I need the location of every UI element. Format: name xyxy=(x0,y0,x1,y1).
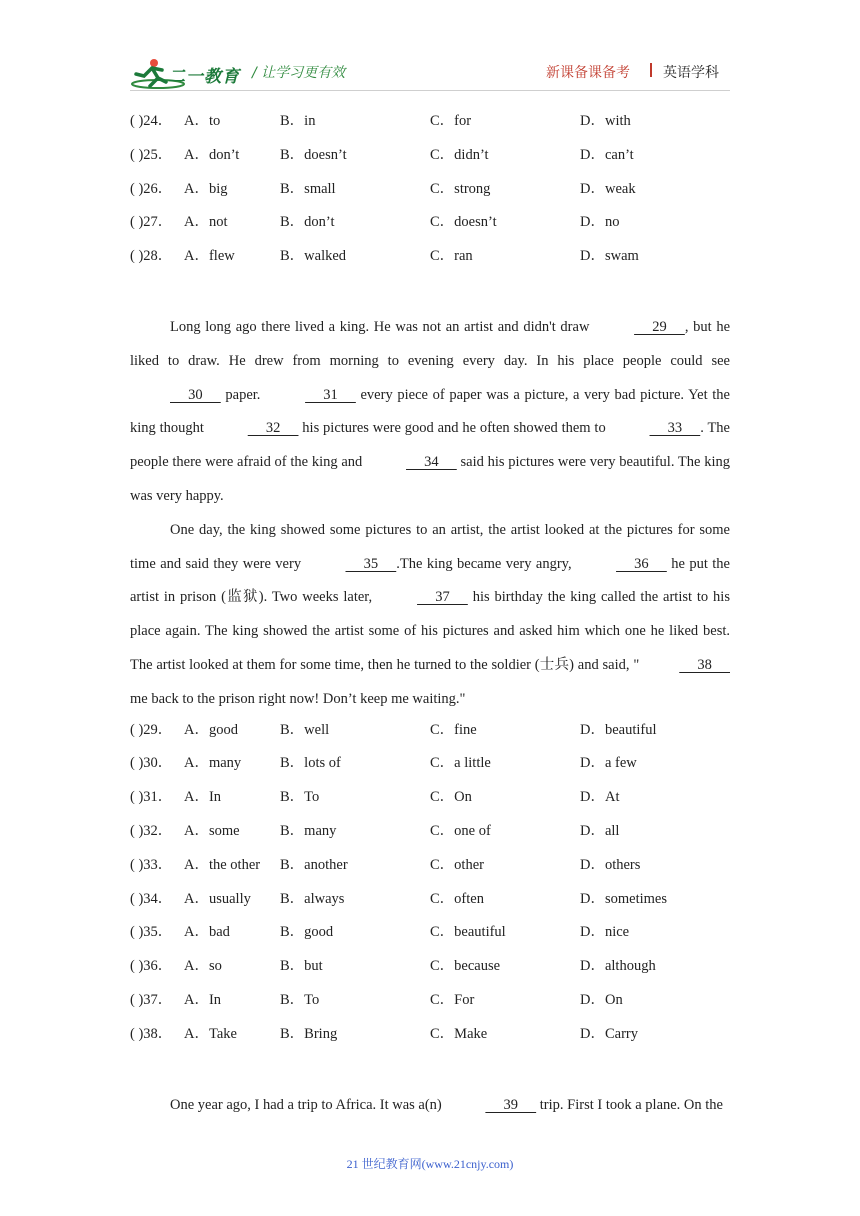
passage-paragraph xyxy=(130,514,730,717)
subject-left-label: 新课备课备考 xyxy=(546,65,630,81)
question-number: ( )25． xyxy=(130,146,173,163)
passage-text: he put the artist in prison (监狱). Two weeks later, xyxy=(130,555,730,606)
passage-text: me back to the prison right now! Don’t keep me waiting." xyxy=(130,690,466,707)
passage-paragraph xyxy=(130,1089,730,1123)
question-row xyxy=(130,784,730,818)
option-a: A．flew xyxy=(184,248,235,265)
option-a: A．many xyxy=(184,755,242,772)
option-a: A．so xyxy=(184,958,222,975)
passage-text: trip. First I took a plane. On the xyxy=(536,1096,723,1113)
page-footer: 21 世纪教育网(www.21cnjy.com) xyxy=(346,1157,514,1171)
option-a: A．bad xyxy=(184,924,230,941)
passage-text: every piece of paper was a picture, a very bad picture. Yet the king thought xyxy=(130,386,730,437)
option-c: C．doesn’t xyxy=(430,214,497,231)
question-row xyxy=(130,142,730,176)
passage-text: , but he liked to draw. He drew from morning to evening every day. In his place people could see xyxy=(130,318,731,369)
option-a: A．In xyxy=(184,789,222,806)
answer-blank: 36 xyxy=(616,555,667,572)
question-row xyxy=(130,818,730,852)
page-header xyxy=(0,0,860,100)
option-b: B．always xyxy=(280,890,345,907)
question-number: ( )36． xyxy=(130,958,173,975)
option-a: A．Take xyxy=(184,1025,237,1042)
header-separator xyxy=(650,63,652,77)
question-number: ( )34． xyxy=(130,890,173,907)
logo-text: 二一教育 xyxy=(168,67,240,87)
option-b: B．lots of xyxy=(280,755,341,772)
question-row xyxy=(130,750,730,784)
option-b: B．many xyxy=(280,822,337,839)
option-c: C．because xyxy=(430,958,501,975)
question-row xyxy=(130,852,730,886)
subject-right-label: 英语学科 xyxy=(663,65,719,81)
answer-blank: 29 xyxy=(634,318,685,335)
question-number: ( )38． xyxy=(130,1025,173,1042)
option-a: A．some xyxy=(184,822,240,839)
question-list-b xyxy=(130,717,730,1055)
option-d: D．At xyxy=(580,789,620,806)
question-number: ( )26． xyxy=(130,180,173,197)
option-b: B．good xyxy=(280,924,334,941)
answer-blank: 34 xyxy=(406,454,457,471)
option-c: C．for xyxy=(430,113,472,129)
option-d: D．sometimes xyxy=(580,890,667,907)
option-d: D．can’t xyxy=(580,146,634,163)
option-d: D．although xyxy=(580,958,656,975)
option-a: A．usually xyxy=(184,890,251,907)
header-rule xyxy=(130,90,730,91)
option-b: B．in xyxy=(280,113,316,129)
document-body xyxy=(130,108,730,1122)
question-number: ( )27． xyxy=(130,214,173,231)
question-number: ( )28． xyxy=(130,248,173,265)
question-number: ( )30． xyxy=(130,755,173,772)
option-a: A．the other xyxy=(184,856,261,873)
option-b: B．but xyxy=(280,958,323,975)
passage-text: paper. xyxy=(220,386,266,403)
passage-text: his pictures were good and he often showed them to xyxy=(298,420,610,437)
option-d: D．swam xyxy=(580,248,639,265)
question-row xyxy=(130,1021,730,1055)
passage-text: his birthday the king called the artist to his place again. The king showed the artist some of his pictures and asked him which one he liked best. The artist looked at them for some time, then he turned to the soldier (士兵) and said, " xyxy=(130,589,730,673)
option-a: A．to xyxy=(184,113,221,129)
option-c: C．fine xyxy=(430,721,477,738)
option-c: C．one of xyxy=(430,822,491,839)
option-b: B．don’t xyxy=(280,214,335,231)
option-b: B．walked xyxy=(280,248,347,265)
question-number: ( )31． xyxy=(130,789,173,806)
option-d: D．beautiful xyxy=(580,721,657,738)
question-row xyxy=(130,919,730,953)
option-b: B．well xyxy=(280,721,330,738)
passage-text: Long long ago there lived a king. He was not an artist and didn't draw xyxy=(170,318,595,335)
cloze-passage-3 xyxy=(130,1089,730,1123)
slogan: / 让学习更有效 xyxy=(252,65,346,81)
question-number: ( )24． xyxy=(130,113,173,129)
option-c: C．ran xyxy=(430,248,473,265)
answer-blank: 33 xyxy=(649,420,701,437)
option-c: C．often xyxy=(430,890,484,907)
option-a: A．not xyxy=(184,214,228,231)
option-c: C．didn’t xyxy=(430,146,489,163)
option-d: D．nice xyxy=(580,924,630,941)
option-a: A．big xyxy=(184,180,228,197)
question-row xyxy=(130,176,730,210)
spacer xyxy=(130,277,730,311)
question-row xyxy=(130,243,730,277)
option-d: D．with xyxy=(580,113,631,129)
option-a: A．don’t xyxy=(184,146,240,163)
passage-text: One day, the king showed some pictures to an artist, the artist looked at the pictures for some time and said they were very xyxy=(130,521,730,572)
option-b: B．doesn’t xyxy=(280,146,347,163)
option-c: C．strong xyxy=(430,180,491,197)
option-b: B．To xyxy=(280,789,320,806)
option-b: B．small xyxy=(280,180,336,197)
passage-text: One year ago, I had a trip to Africa. It was a(n) xyxy=(170,1096,446,1113)
option-d: D．weak xyxy=(580,180,636,197)
option-d: D．others xyxy=(580,856,641,873)
answer-blank: 31 xyxy=(305,386,356,403)
option-d: D．a few xyxy=(580,755,637,772)
question-row xyxy=(130,717,730,751)
question-number: ( )37． xyxy=(130,991,173,1008)
option-c: C．other xyxy=(430,856,484,873)
option-d: D．no xyxy=(580,214,620,231)
question-row xyxy=(130,953,730,987)
question-number: ( )33． xyxy=(130,856,173,873)
option-c: C．a little xyxy=(430,755,491,772)
answer-blank: 37 xyxy=(417,589,468,606)
question-number: ( )32． xyxy=(130,822,173,839)
question-number: ( )35． xyxy=(130,924,173,941)
passage-text: said his pictures were very beautiful. The king was very happy. xyxy=(130,454,730,504)
spacer xyxy=(130,1055,730,1089)
option-a: A．In xyxy=(184,991,222,1008)
passage-paragraph xyxy=(130,311,730,514)
option-c: C．Make xyxy=(430,1025,488,1042)
passage-text: .The king became very angry, xyxy=(396,555,577,572)
question-number: ( )29． xyxy=(130,721,173,738)
option-a: A．good xyxy=(184,721,238,738)
option-b: B．another xyxy=(280,856,348,873)
option-c: C．On xyxy=(430,789,472,806)
option-d: D．Carry xyxy=(580,1025,638,1042)
answer-blank: 32 xyxy=(247,420,299,437)
question-row xyxy=(130,209,730,243)
question-row xyxy=(130,987,730,1021)
question-list-a xyxy=(130,108,730,277)
option-d: D．all xyxy=(580,822,620,839)
answer-blank: 30 xyxy=(170,386,221,403)
answer-blank: 35 xyxy=(345,555,397,572)
answer-blank: 39 xyxy=(485,1096,537,1113)
option-b: B．Bring xyxy=(280,1025,338,1042)
option-d: D．On xyxy=(580,991,623,1008)
passage-text: . The people there were afraid of the king and xyxy=(130,420,730,471)
question-row xyxy=(130,886,730,920)
question-row xyxy=(130,108,730,142)
option-c: C．beautiful xyxy=(430,924,506,941)
option-b: B．To xyxy=(280,991,320,1008)
answer-blank: 38 xyxy=(679,656,730,673)
cloze-passage-2 xyxy=(130,311,730,717)
option-c: C．For xyxy=(430,991,475,1008)
